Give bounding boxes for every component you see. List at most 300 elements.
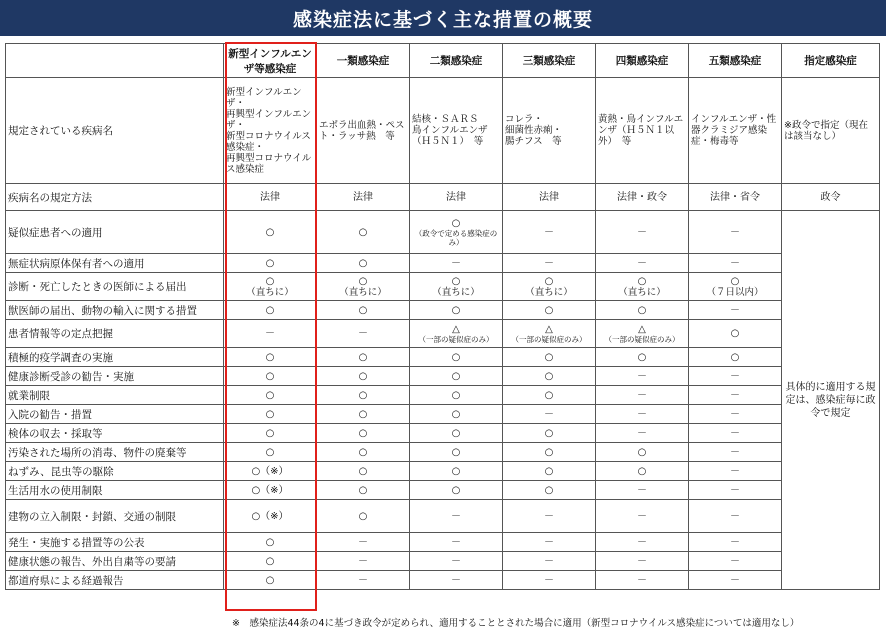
measure-cell [224, 320, 317, 348]
row-label-text: 疾病名の規定方法 [8, 191, 92, 204]
measure-cell [317, 552, 410, 571]
measure-cell [410, 348, 503, 367]
measure-row [6, 273, 880, 301]
disease-cell [317, 78, 410, 184]
column-header [317, 44, 410, 78]
measure-cell [224, 211, 317, 254]
measure-mark: ○ [451, 484, 461, 496]
disease-text: 黄熱・鳥インフルエンザ（Ｈ５Ｎ１以外） 等 [598, 114, 684, 147]
measure-row [6, 424, 880, 443]
method-text: 法律 [539, 191, 559, 203]
measure-cell [410, 405, 503, 424]
row-label [6, 254, 224, 273]
measure-mark: ○ [451, 217, 461, 229]
column-header-label: 指定感染症 [804, 55, 857, 67]
column-header [224, 44, 317, 78]
measure-mark: ○ [265, 427, 275, 439]
measure-cell [596, 301, 689, 320]
measure-row [6, 367, 880, 386]
measure-cell [503, 254, 596, 273]
row-label [6, 348, 224, 367]
measure-note: （一部の疑似症のみ） [418, 334, 494, 344]
measure-mark: ○ [730, 351, 740, 363]
row-label-text: 入院の勧告・措置 [8, 408, 92, 421]
method-text: 法律 [260, 191, 280, 203]
method-text: 政令 [820, 191, 841, 203]
measure-row [6, 211, 880, 254]
measure-mark: － [730, 446, 740, 458]
measure-cell [503, 500, 596, 533]
row-label [6, 500, 224, 533]
method-row [6, 184, 880, 211]
measure-row [6, 405, 880, 424]
measure-cell [689, 320, 782, 348]
measure-mark: － [451, 555, 461, 567]
measure-cell [503, 386, 596, 405]
disease-cell [782, 78, 880, 184]
measure-mark: ○ [265, 446, 275, 458]
disease-text: エボラ出血熱・ペスト・ラッサ熱 等 [319, 119, 405, 142]
measure-cell [689, 571, 782, 590]
measure-cell [689, 386, 782, 405]
measure-mark: － [730, 304, 740, 316]
row-label-text: 積極的疫学調査の実施 [8, 351, 113, 364]
measure-note: （一部の疑似症のみ） [511, 334, 587, 344]
measure-cell [596, 462, 689, 481]
column-header [596, 44, 689, 78]
method-text: 法律・省令 [710, 191, 760, 203]
measure-row [6, 254, 880, 273]
header-row [6, 44, 880, 78]
column-header [503, 44, 596, 78]
measure-mark: ○ [451, 370, 461, 382]
measure-cell [596, 320, 689, 348]
row-label [6, 533, 224, 552]
row-label [6, 273, 224, 301]
measure-row [6, 320, 880, 348]
row-label [6, 320, 224, 348]
measure-mark: ○ [358, 275, 368, 287]
measure-cell [410, 571, 503, 590]
measure-mark: － [358, 536, 368, 548]
measure-cell [410, 273, 503, 301]
measure-note: （直ちに） [618, 286, 666, 298]
measure-cell [410, 443, 503, 462]
measure-mark: ○ [544, 427, 554, 439]
measure-mark: △ [545, 323, 553, 335]
disease-text: ※政令で指定（現在は該当なし） [784, 119, 868, 142]
measure-note: （直ちに） [339, 286, 387, 298]
measure-cell [503, 462, 596, 481]
measure-mark: ○ [358, 446, 368, 458]
header-blank [6, 44, 224, 78]
measure-cell [689, 348, 782, 367]
measure-mark: ○ [265, 408, 275, 420]
measure-row [6, 443, 880, 462]
measure-mark: ○ [544, 304, 554, 316]
measure-mark: － [637, 555, 647, 567]
measure-cell [317, 301, 410, 320]
measure-cell [596, 367, 689, 386]
measure-mark: － [730, 510, 740, 522]
measure-cell [224, 443, 317, 462]
measure-mark: ○ [265, 370, 275, 382]
measure-mark: △ [638, 323, 646, 335]
measure-cell [503, 211, 596, 254]
measure-mark: － [637, 536, 647, 548]
column-header-label: 五類感染症 [708, 55, 762, 67]
row-label [6, 78, 224, 184]
measure-cell [224, 386, 317, 405]
disease-text: インフルエンザ・性器クラミジア感染症・梅毒等 [691, 114, 777, 147]
measure-mark: － [730, 484, 740, 496]
measure-mark: ○ [544, 275, 554, 287]
measure-mark: ○ [544, 370, 554, 382]
measure-cell [224, 462, 317, 481]
disease-cell [410, 78, 503, 184]
measure-mark: ○ [451, 275, 461, 287]
column-header [689, 44, 782, 78]
row-label-text: 獣医師の届出、動物の輸入に関する措置 [8, 304, 197, 317]
row-label [6, 367, 224, 386]
measure-mark: ○ [358, 510, 368, 522]
measure-mark: ○ [544, 465, 554, 477]
measure-cell [503, 301, 596, 320]
measure-mark: － [730, 389, 740, 401]
measure-cell [410, 254, 503, 273]
measure-cell [224, 348, 317, 367]
measure-cell [596, 424, 689, 443]
measure-mark: ○ [451, 304, 461, 316]
method-text: 法律 [446, 191, 466, 203]
measure-row [6, 348, 880, 367]
measure-mark: － [730, 465, 740, 477]
measure-mark: － [637, 510, 647, 522]
measure-mark: － [730, 536, 740, 548]
measure-cell [410, 367, 503, 386]
measure-cell [317, 211, 410, 254]
disease-text: 新型インフルエンザ・ 再興型インフルエンザ・ 新型コロナウイルス感染症・ 再興型コロナウイルス感染症 [226, 86, 312, 175]
column-header-label: 二類感染症 [429, 55, 483, 67]
measure-mark: － [265, 328, 275, 339]
measure-mark: － [637, 408, 647, 420]
measure-cell [317, 254, 410, 273]
measure-cell [503, 320, 596, 348]
measure-mark: ○ [637, 465, 647, 477]
measure-mark: － [730, 226, 740, 238]
measure-mark: － [544, 510, 554, 522]
measure-cell [317, 405, 410, 424]
measure-note: （直ちに） [525, 286, 573, 298]
measure-cell [689, 273, 782, 301]
measure-mark: ○ [358, 408, 368, 420]
measure-mark: － [451, 257, 461, 269]
measure-mark: ○ [451, 408, 461, 420]
measure-cell [317, 367, 410, 386]
measure-mark: － [358, 555, 368, 567]
measure-cell [224, 254, 317, 273]
row-label [6, 571, 224, 590]
measure-mark: － [544, 408, 554, 420]
measure-cell [224, 424, 317, 443]
measure-mark: ○（※） [251, 510, 289, 522]
column-header-label: 一類感染症 [336, 55, 390, 67]
measure-cell [503, 443, 596, 462]
row-label [6, 552, 224, 571]
measure-cell [503, 273, 596, 301]
method-cell [410, 184, 503, 211]
measure-mark: － [730, 257, 740, 269]
measure-mark: － [730, 370, 740, 382]
measure-mark: － [637, 427, 647, 439]
measure-cell [689, 254, 782, 273]
measure-mark: ○ [451, 446, 461, 458]
measure-row [6, 481, 880, 500]
disease-cell [596, 78, 689, 184]
measure-mark: ○ [544, 389, 554, 401]
row-label-text: 健康状態の報告、外出自粛等の要請 [8, 555, 176, 568]
measure-note: （政令で定める感染症のみ） [414, 228, 498, 247]
disease-cell [689, 78, 782, 184]
measure-mark: ○ [358, 484, 368, 496]
diseases-row [6, 78, 880, 184]
measure-mark: ○（※） [251, 465, 289, 477]
method-cell [224, 184, 317, 211]
measure-cell [689, 533, 782, 552]
row-label-text: 患者情報等の定点把握 [8, 328, 113, 340]
measure-mark: － [544, 574, 554, 586]
measure-mark: － [637, 484, 647, 496]
measure-cell [410, 301, 503, 320]
measure-cell [224, 273, 317, 301]
measure-cell [596, 254, 689, 273]
measure-mark: △ [452, 323, 460, 335]
disease-text: 結核・ＳＡＲＳ 鳥インフルエンザ（Ｈ５Ｎ１） 等 [412, 114, 488, 147]
measure-mark: ○（※） [251, 484, 289, 496]
measure-mark: ○ [265, 226, 275, 238]
measure-mark: ○ [544, 351, 554, 363]
measure-mark: ○ [358, 389, 368, 401]
row-label [6, 481, 224, 500]
measure-mark: ○ [730, 275, 740, 287]
row-label-text: 生活用水の使用制限 [8, 484, 103, 497]
measure-cell [596, 348, 689, 367]
measure-mark: ○ [544, 446, 554, 458]
disease-cell [503, 78, 596, 184]
measure-cell [689, 367, 782, 386]
row-label-text: 無症状病原体保有者への適用 [8, 257, 145, 270]
measure-mark: ○ [265, 536, 275, 548]
method-text: 法律・政令 [617, 191, 667, 203]
measure-mark: － [637, 257, 647, 269]
measure-cell [689, 443, 782, 462]
measure-cell [689, 424, 782, 443]
measure-cell [224, 405, 317, 424]
measure-mark: － [544, 257, 554, 269]
measure-mark: ○ [637, 351, 647, 363]
measure-cell [689, 500, 782, 533]
measure-row [6, 552, 880, 571]
measure-cell [410, 386, 503, 405]
measure-row [6, 301, 880, 320]
row-label-text: 汚染された場所の消毒、物件の廃棄等 [8, 446, 187, 459]
measure-cell [224, 367, 317, 386]
measure-cell [503, 348, 596, 367]
method-cell [782, 184, 880, 211]
measure-mark: － [730, 555, 740, 567]
measure-mark: ○ [451, 427, 461, 439]
measure-cell [410, 320, 503, 348]
footnote: ※ 感染症法44条の4に基づき政令が定められ、適用することとされた場合に適用（新型コロナウイルス感染症については適用なし） [232, 618, 800, 629]
measure-cell [410, 500, 503, 533]
measure-note: （直ちに） [246, 286, 294, 298]
measure-cell [596, 481, 689, 500]
measure-mark: － [637, 389, 647, 401]
measure-mark: ○ [451, 389, 461, 401]
measure-mark: ○ [358, 304, 368, 316]
measure-cell [689, 481, 782, 500]
measure-cell [596, 533, 689, 552]
designated-merged-cell [782, 211, 880, 590]
measure-mark: ○ [730, 328, 740, 339]
measure-cell [503, 533, 596, 552]
row-label-text: 就業制限 [8, 389, 50, 402]
method-cell [596, 184, 689, 211]
row-label [6, 443, 224, 462]
measure-mark: － [451, 536, 461, 548]
measure-cell [317, 481, 410, 500]
measure-cell [317, 320, 410, 348]
disease-cell [224, 78, 317, 184]
measure-cell [596, 571, 689, 590]
measure-mark: － [544, 226, 554, 238]
row-label-text: 疑似症患者への適用 [8, 226, 103, 239]
method-cell [503, 184, 596, 211]
measure-cell [317, 386, 410, 405]
measure-cell [503, 424, 596, 443]
page-title-text: 感染症法に基づく主な措置の概要 [292, 8, 593, 31]
measure-cell [317, 571, 410, 590]
measure-row [6, 500, 880, 533]
measure-mark: － [544, 555, 554, 567]
table-body [6, 44, 880, 590]
measure-cell [596, 405, 689, 424]
measure-cell [410, 481, 503, 500]
row-label-text: 健康診断受診の勧告・実施 [8, 370, 134, 383]
measure-cell [596, 386, 689, 405]
measure-note: （一部の疑似症のみ） [604, 334, 680, 344]
row-label [6, 211, 224, 254]
measure-cell [689, 405, 782, 424]
measure-cell [317, 500, 410, 533]
measure-mark: ○ [265, 275, 275, 287]
measure-note: （直ちに） [432, 286, 480, 298]
measure-cell [503, 552, 596, 571]
row-label [6, 386, 224, 405]
measure-cell [596, 552, 689, 571]
measure-mark: ○ [265, 389, 275, 401]
measure-cell [503, 405, 596, 424]
measure-mark: ○ [358, 226, 368, 238]
measure-row [6, 533, 880, 552]
measure-cell [224, 500, 317, 533]
measure-row [6, 571, 880, 590]
measure-cell [503, 571, 596, 590]
measure-mark: ○ [637, 304, 647, 316]
measure-cell [317, 424, 410, 443]
measure-mark: ○ [451, 465, 461, 477]
measure-mark: ○ [358, 257, 368, 269]
measure-mark: － [730, 574, 740, 586]
row-label-text: 建物の立入制限・封鎖、交通の制限 [8, 510, 176, 523]
measure-mark: － [358, 328, 368, 339]
measure-mark: ○ [637, 275, 647, 287]
measure-mark: ○ [358, 427, 368, 439]
measure-mark: ○ [358, 370, 368, 382]
measure-row [6, 386, 880, 405]
row-label-text: 都道府県による経過報告 [8, 574, 124, 587]
designated-merged-text: 具体的に適用する規定は、感染症毎に政令で規定 [785, 381, 876, 419]
measure-cell [596, 211, 689, 254]
column-header-label: 四類感染症 [615, 55, 669, 67]
method-cell [689, 184, 782, 211]
measure-cell [410, 462, 503, 481]
column-header-label: 新型インフルエンザ等感染症 [228, 47, 312, 75]
row-label-text: 規定されている疾病名 [8, 125, 113, 137]
measure-cell [317, 533, 410, 552]
measure-mark: ○ [358, 351, 368, 363]
measure-cell [689, 462, 782, 481]
measure-cell [410, 424, 503, 443]
row-label [6, 462, 224, 481]
measure-cell [224, 571, 317, 590]
measure-mark: ○ [358, 465, 368, 477]
measure-mark: ○ [451, 351, 461, 363]
measure-mark: ○ [265, 257, 275, 269]
measure-cell [689, 552, 782, 571]
row-label [6, 184, 224, 211]
measure-cell [410, 533, 503, 552]
measure-cell [596, 500, 689, 533]
measure-mark: ○ [265, 574, 275, 586]
measure-cell [317, 443, 410, 462]
method-text: 法律 [353, 191, 373, 203]
measure-mark: ○ [265, 351, 275, 363]
measure-cell [689, 301, 782, 320]
measure-mark: － [544, 536, 554, 548]
measure-cell [410, 552, 503, 571]
measure-cell [224, 301, 317, 320]
measure-cell [317, 462, 410, 481]
measure-cell [410, 211, 503, 254]
measure-cell [317, 273, 410, 301]
measure-mark: － [637, 226, 647, 238]
measure-cell [224, 552, 317, 571]
row-label-text: 検体の収去・採取等 [8, 427, 103, 440]
measure-cell [596, 443, 689, 462]
measure-mark: － [730, 427, 740, 439]
measure-mark: － [637, 370, 647, 382]
row-label-text: 発生・実施する措置等の公表 [8, 536, 145, 549]
measure-cell [503, 481, 596, 500]
measure-mark: ○ [544, 484, 554, 496]
measure-cell [596, 273, 689, 301]
measure-note: （７日以内） [706, 286, 764, 298]
measure-cell [224, 481, 317, 500]
measure-mark: ○ [637, 446, 647, 458]
measure-cell [317, 348, 410, 367]
column-header [782, 44, 880, 78]
